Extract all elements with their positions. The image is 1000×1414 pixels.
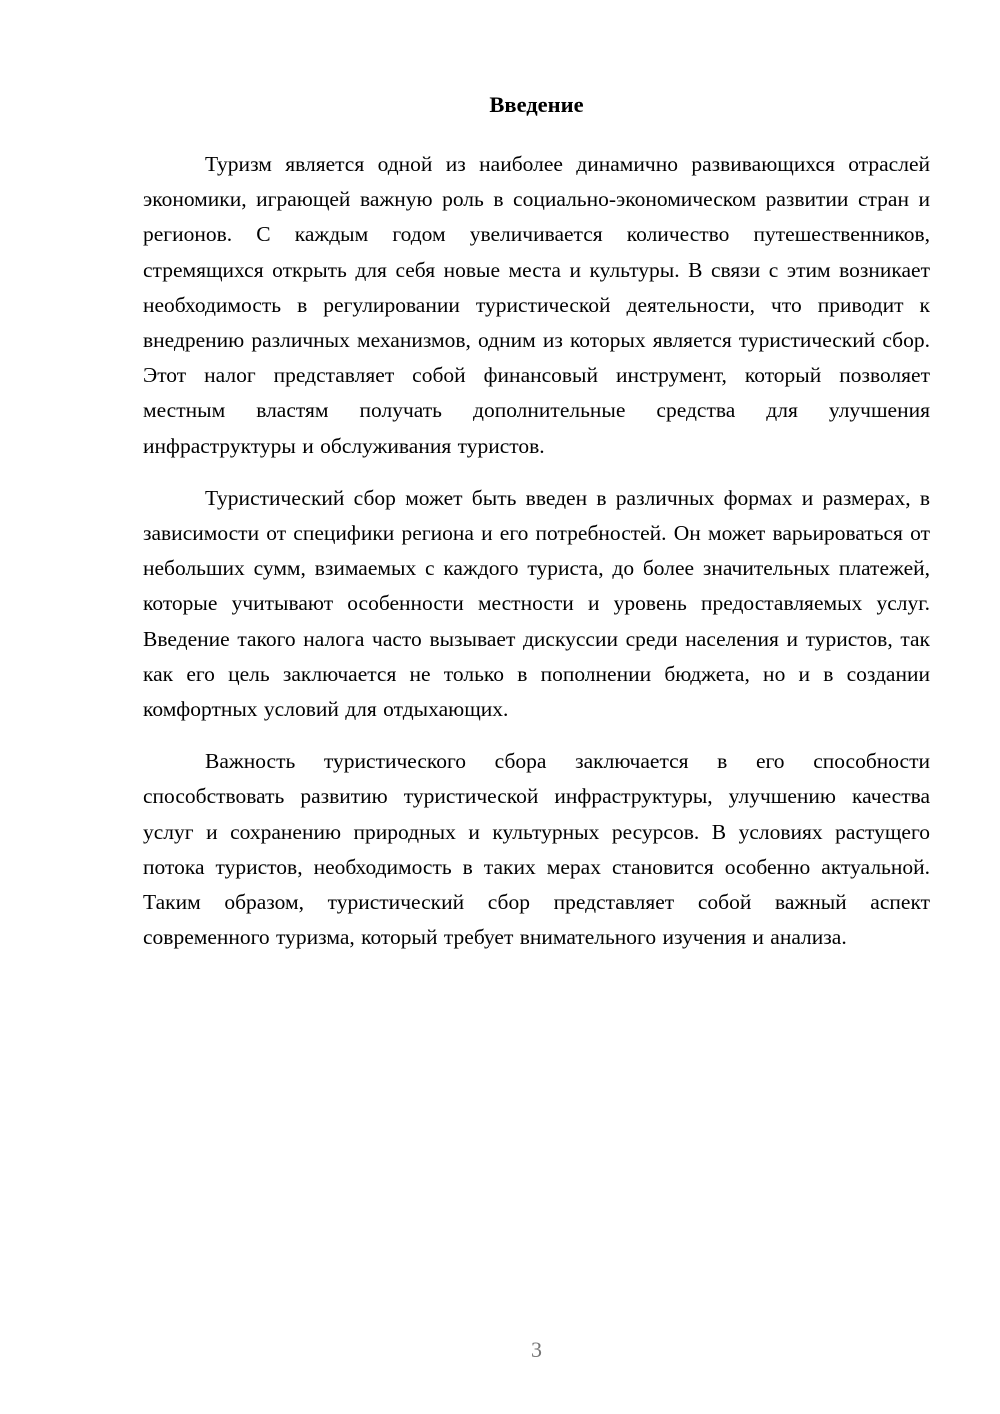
page-footer	[143, 1339, 930, 1362]
document-content	[143, 90, 930, 972]
paragraph-2: Туристический сбор может быть введен в различных формах и размерах, в зависимости от специфики региона и его потребностей. Он может варьироваться от небольших сумм, взимаемых с каждого туриста, до более значительных платежей, которые учитывают особенности местности и уровень предоставляемых услуг. Введение такого налога часто вызывает дискуссии среди населения и туристов, так как его цель заключается не только в пополнении бюджета, но и в создании комфортных условий для отдыхающих.	[143, 485, 930, 722]
paragraph-1: Туризм является одной из наиболее динамично развивающихся отраслей экономики, играющей важную роль в социально-экономическом развитии стран и регионов. С каждым годом увеличивается количество путешественников, стремящихся открыть для себя новые места и культуры. В связи с этим возникает необходимость в регулировании туристической деятельности, что приводит к внедрению различных механизмов, одним из которых является туристический сбор. Этот налог представляет собой финансовый инструмент, который позволяет местным властям получать дополнительные средства для улучшения инфраструктуры и обслуживания туристов.	[143, 152, 930, 458]
paragraph-3: Важность туристического сбора заключается в его способности способствовать развитию туристической инфраструктуры, улучшению качества услуг и сохранению природных и культурных ресурсов. В условиях растущего потока туристов, необходимость в таких мерах становится особенно актуальной. Таким образом, туристический сбор представляет собой важный аспект современного туризма, который требует внимательного изучения и анализа.	[143, 749, 930, 950]
page-title: Введение	[489, 92, 584, 117]
page-number: 3	[531, 1337, 542, 1362]
